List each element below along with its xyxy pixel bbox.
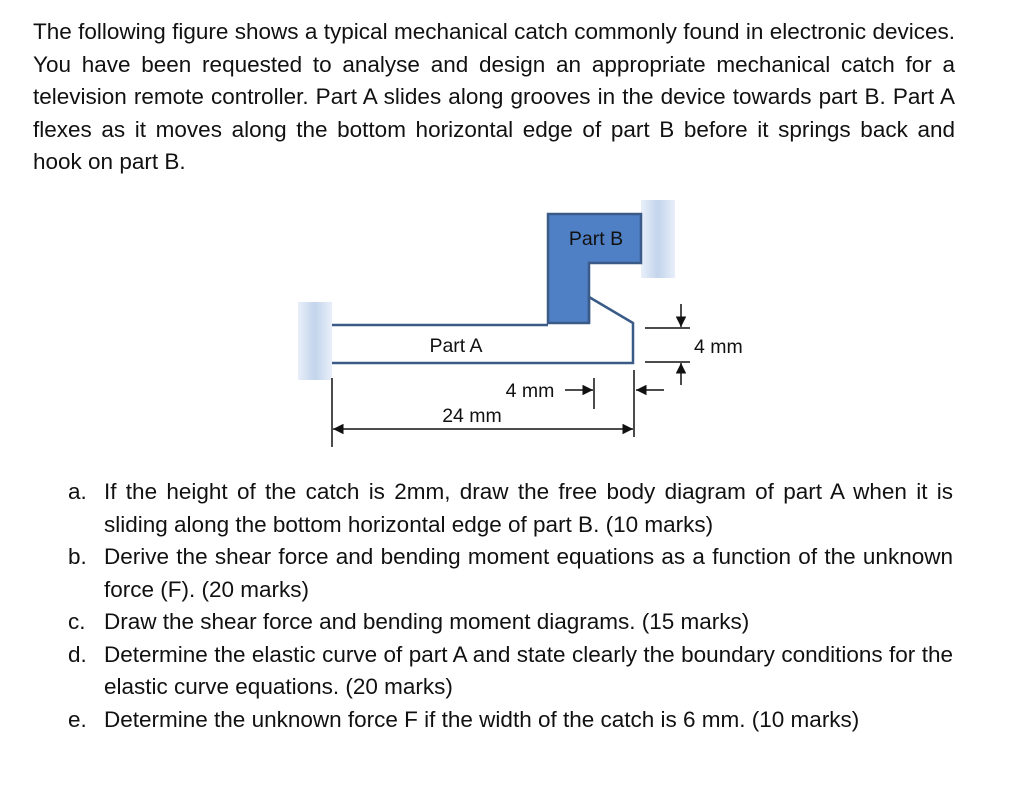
catch-length-dimension-label: 4 mm [505, 380, 555, 402]
part-b-label: Part B [568, 228, 624, 250]
beam-length-dimension-label: 24 mm [442, 405, 502, 427]
question-label: a. [68, 479, 87, 504]
question-text: Draw the shear force and bending moment diagrams. (15 marks) [104, 609, 750, 634]
question-text: If the height of the catch is 2mm, draw the free body diagram of part A when it is sliding along the bottom horizontal edge of part B. (10 marks) [104, 479, 953, 537]
part-a-label: Part A [429, 335, 483, 357]
question-label: c. [68, 609, 86, 634]
problem-statement: The following figure shows a typical mechanical catch commonly found in electronic devices. You have been requested to analyse and design an appropriate mechanical catch for a television remote controller. Part A slides along grooves in the device towards part B. Part A flexes as it moves along the bottom horizontal edge of part B before it springs back and hook on part B. [33, 19, 955, 174]
question-label: b. [68, 544, 87, 569]
question-text: Determine the unknown force F if the width of the catch is 6 mm. (10 marks) [104, 706, 860, 732]
question-text: Derive the shear force and bending moment equations as a function of the unknown force (F). (20 marks) [104, 544, 953, 602]
question-item [68, 704, 953, 737]
question-text: Determine the elastic curve of part A and state clearly the boundary conditions for the elastic curve equations. (20 marks) [104, 641, 953, 699]
question-item [68, 541, 953, 606]
height-dimension [645, 304, 690, 385]
left-wall [298, 302, 332, 380]
question-item [68, 476, 953, 541]
catch-length-dimension [565, 370, 664, 437]
question-label: e. [68, 706, 87, 732]
right-wall [641, 200, 675, 278]
question-item [68, 639, 953, 704]
question-label: d. [68, 641, 87, 667]
question-item [68, 606, 953, 639]
question-list [68, 476, 953, 736]
height-dimension-label: 4 mm [694, 336, 743, 358]
